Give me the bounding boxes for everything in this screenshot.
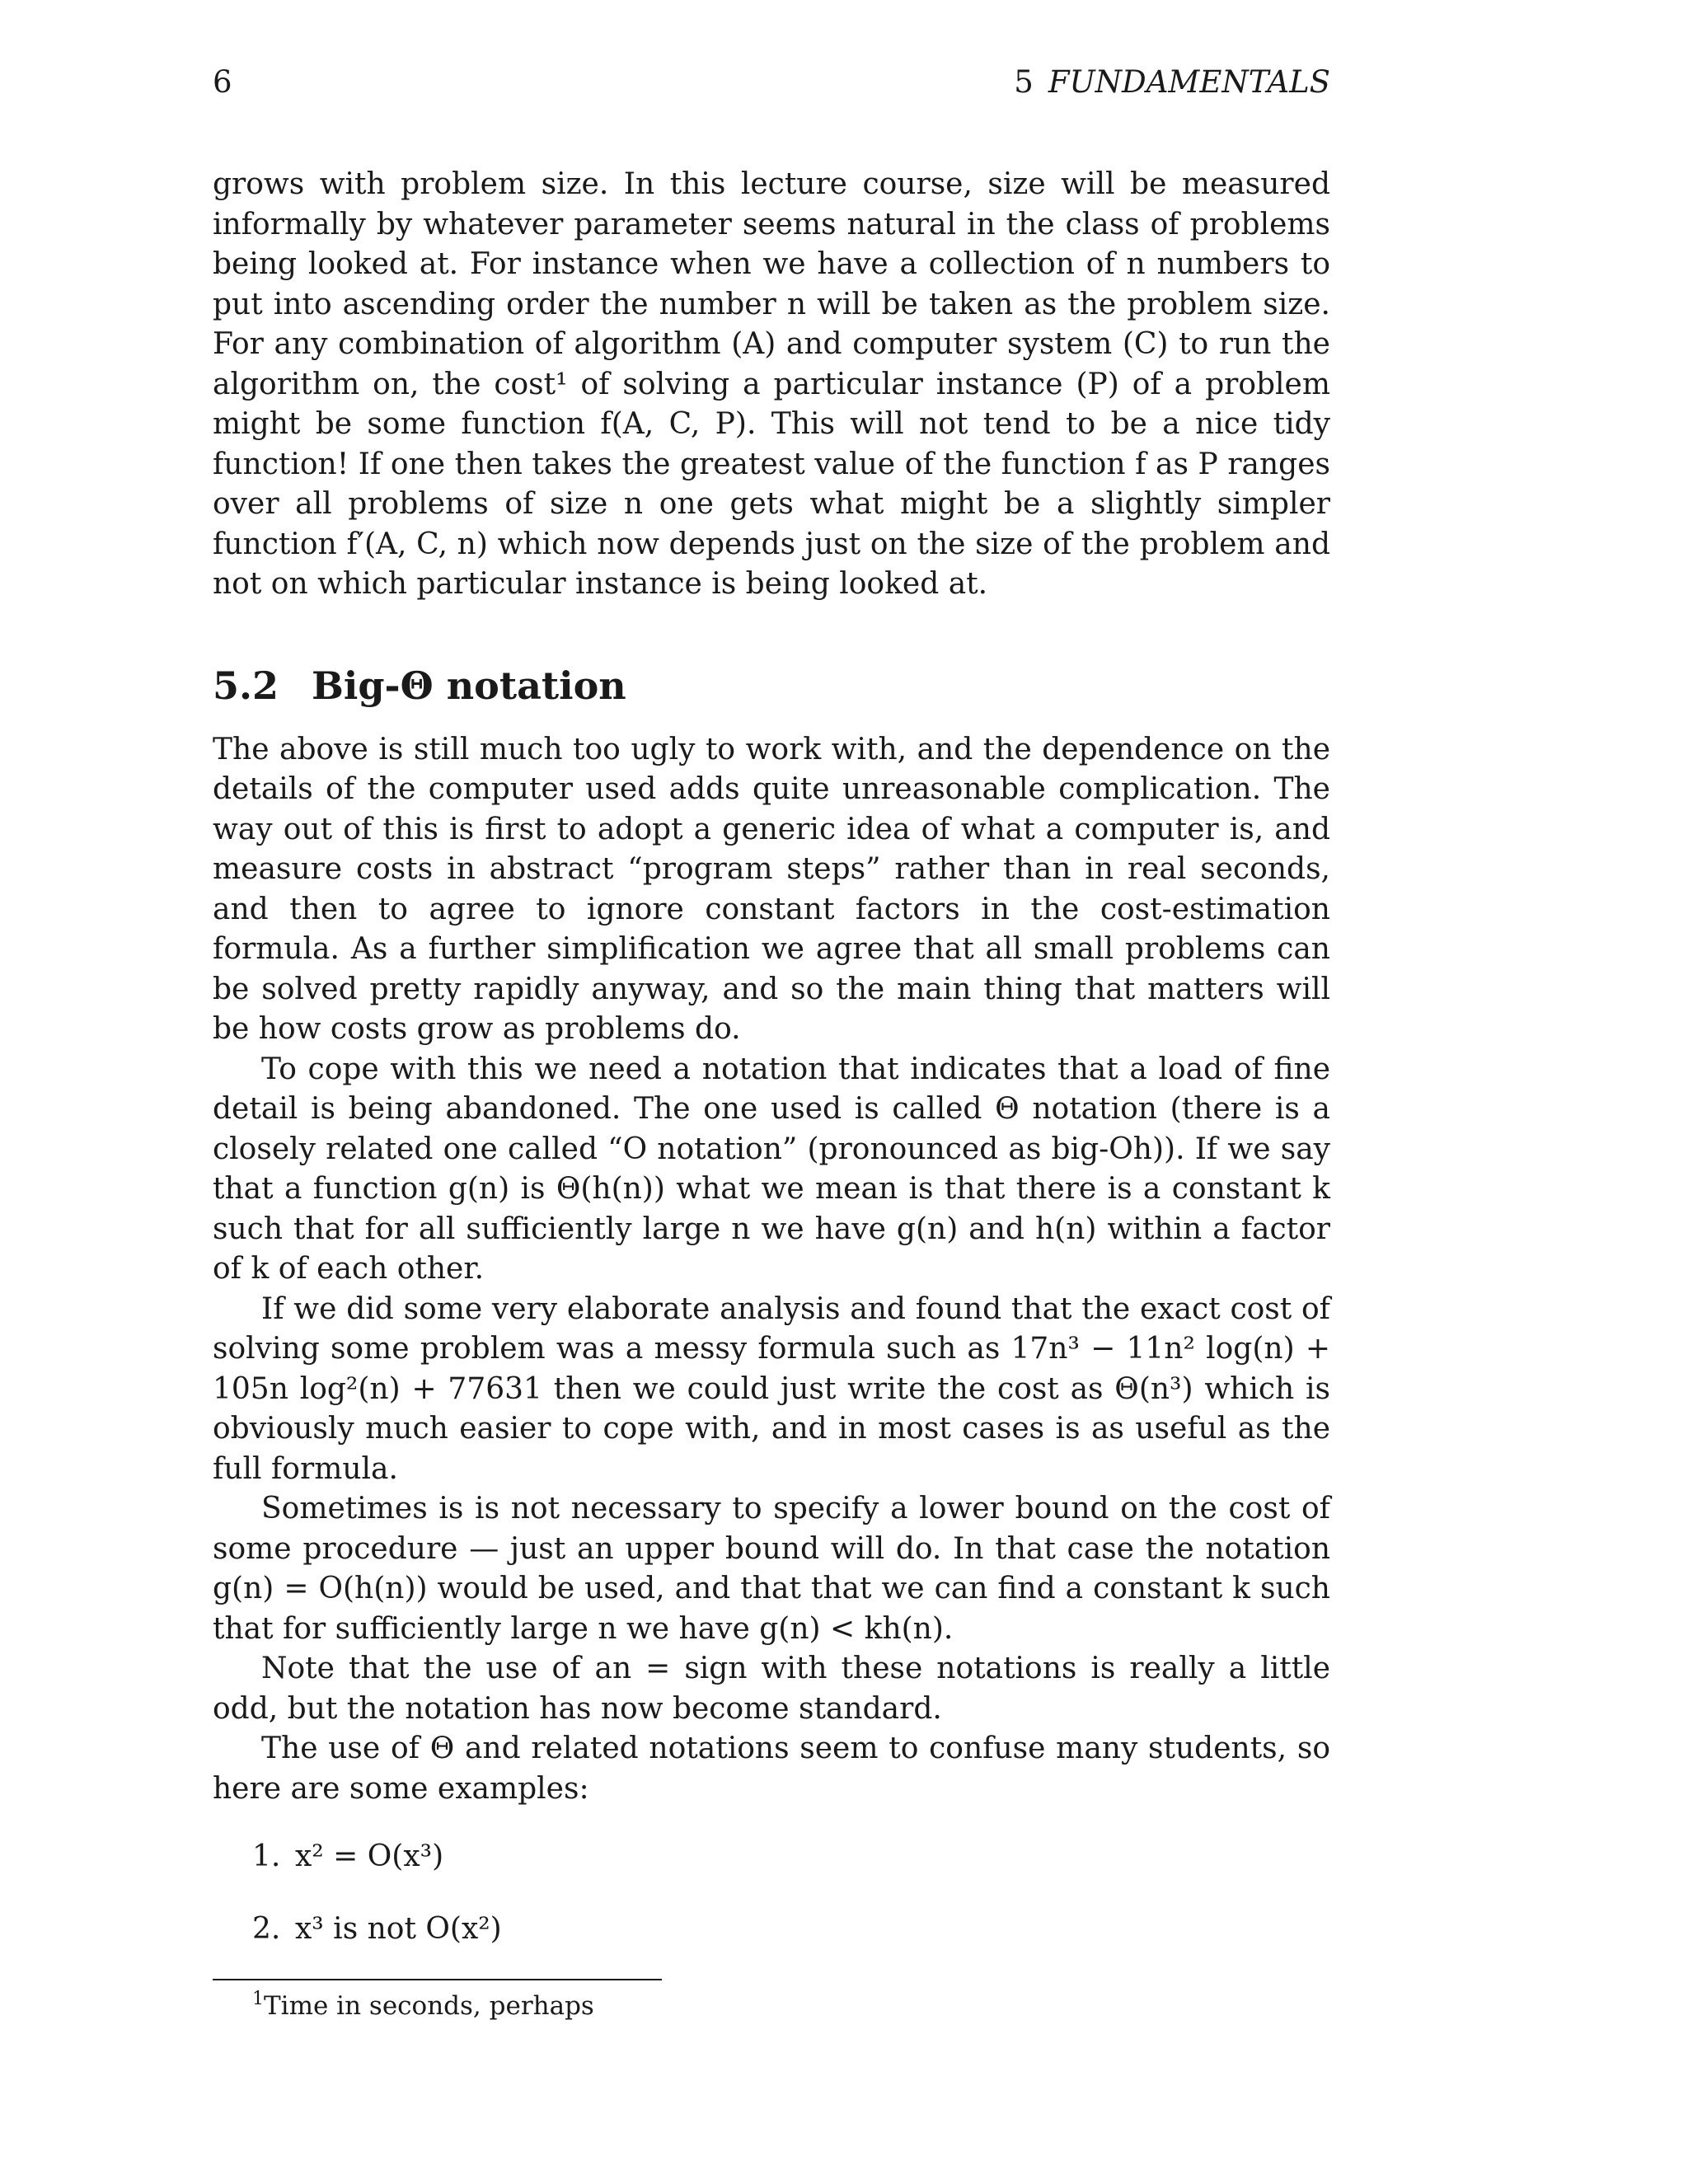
paragraph-upper-bound: Sometimes is is not necessary to specify a lower bound on the cost of some procedure — just an upper bound will do. In that case the notation g(n) = O(h(n)) would be used, and that that we can find a constant k such that for sufficiently large n we have g(n) < kh(n). <box>213 1492 1330 1646</box>
examples-list <box>213 1837 1330 1949</box>
page-header <box>213 58 1330 107</box>
footnote-text: Time in seconds, perhaps <box>264 1991 594 2021</box>
paragraph-equals-sign: Note that the use of an = sign with these notations is really a little odd, but the notation has now become standard. <box>213 1652 1330 1726</box>
footnote <box>213 1989 1330 2023</box>
running-section-number: 5 <box>1014 64 1034 100</box>
paragraph-big-theta-motivation: The above is still much too ugly to work with, and the dependence on the details of the computer used adds quite unreasonable complication. The way out of this is first to adopt a generic idea of what a computer is, and measure costs in abstract “program steps” rather than in real seconds, and then to agree to ignore constant factors in the cost-estimation formula. As a further simplification we agree that all small problems can be solved pretty rapidly anyway, and so the main thing that matters will be how costs grow as problems do. <box>213 732 1330 1046</box>
running-section-title: FUNDAMENTALS <box>1048 64 1330 100</box>
page-number: 6 <box>213 64 232 100</box>
footnote-mark: 1 <box>252 1989 264 2009</box>
document-page <box>213 58 1330 2023</box>
paragraph-theta-definition: To cope with this we need a notation that indicates that a load of fine detail is being abandoned. The one used is called Θ notation (there is a closely related one called “O notation” (pronounced as big-Oh)). If we say that a function g(n) is Θ(h(n)) what we mean is that there is a constant k such that for all sufficiently large n we have g(n) and h(n) within a factor of k of each other. <box>213 1052 1330 1286</box>
paragraph-messy-formula: If we did some very elaborate analysis and found that the exact cost of solving some problem was a messy formula such as 17n³ − 11n² log(n) + 105n log²(n) + 77631 then we could just write the cost as Θ(n³) which is obviously much easier to cope with, and in most cases is as useful as the full formula. <box>213 1291 1330 1486</box>
section-title: Big-Θ notation <box>312 663 626 708</box>
list-item <box>213 1837 1330 1877</box>
running-header <box>1014 64 1330 100</box>
footnote-divider <box>213 1979 662 1980</box>
list-item-index: 2. <box>252 1912 281 1946</box>
list-item-text: x³ is not O(x²) <box>295 1912 502 1946</box>
section-number: 5.2 <box>213 663 279 708</box>
section-heading <box>213 661 1330 710</box>
paragraph-intro: grows with problem size. In this lecture course, size will be measured informally by whatever parameter seems natural in the class of problems being looked at. For instance when we have a collection of n numbers to put into ascending order the number n will be taken as the problem size. For any combination of algorithm (A) and computer system (C) to run the algorithm on, the cost¹ of solving a particular instance (P) of a problem might be some function f(A, C, P). This will not tend to be a nice tidy function! If one then takes the greatest value of the function f as P ranges over all problems of size n one gets what might be a slightly simpler function f′(A, C, n) which now depends just on the size of the problem and not on which particular instance is being looked at. <box>213 167 1330 601</box>
list-item-text: x² = O(x³) <box>295 1840 444 1873</box>
list-item-index: 1. <box>252 1840 281 1873</box>
paragraph-examples-intro: The use of Θ and related notations seem to confuse many students, so here are some examples: <box>213 1732 1330 1806</box>
list-item <box>213 1910 1330 1949</box>
